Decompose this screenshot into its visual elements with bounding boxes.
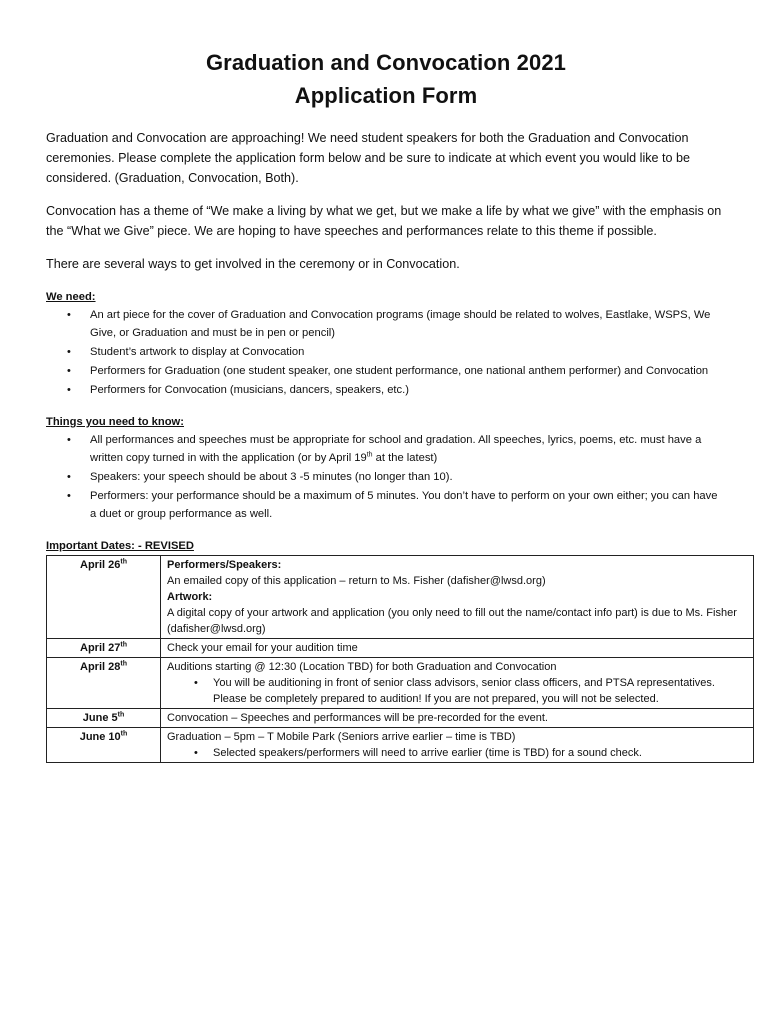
bullet-icon: • — [194, 747, 198, 759]
bullet-icon: • — [67, 384, 71, 396]
details-cell — [161, 709, 754, 728]
table-row — [47, 639, 754, 658]
table-row — [47, 709, 754, 728]
we-need-heading: We need: — [46, 291, 96, 303]
list-item: • Performers: your performance should be a maximum of 5 minutes. You don’t have to perform on your own either; you can have a duet or group performance as well. — [46, 487, 726, 523]
intro-paragraph-1: Graduation and Convocation are approaching! We need student speakers for both the Graduation and Convocation ceremonies. Please complete the application form below and be sure to indicate at which event you would like to be considered. (Graduation, Convocation, Both). — [46, 131, 691, 185]
bullet-icon: • — [67, 490, 71, 502]
date-cell: April 26th — [47, 556, 161, 639]
table-row — [47, 556, 754, 639]
date-cell: April 27th — [47, 639, 161, 658]
details-cell — [161, 728, 754, 763]
list-item: • You will be auditioning in front of senior class advisors, senior class officers, and PTSA representatives. Please be completely prepared to audition! If you are not prepared, you will not be selected. — [194, 677, 715, 705]
list-item: • Selected speakers/performers will need to arrive earlier (time is TBD) for a sound check. — [194, 747, 642, 759]
intro-paragraph-2: Convocation has a theme of “We make a living by what we get, but we make a life by what we give” with the emphasis on the “What we Give” piece. We are hoping to have speeches and performances relate to this theme if possible. — [46, 204, 722, 238]
bullet-icon: • — [194, 677, 198, 689]
details-cell — [161, 658, 754, 709]
details-list — [167, 745, 747, 761]
list-item: • An art piece for the cover of Graduation and Convocation programs (image should be related to wolves, Eastlake, WSPS, We Give, or Graduation and must be in pen or pencil) — [46, 306, 726, 342]
details-text: A digital copy of your artwork and application (you only need to fill out the name/contact info part) is due to Ms. Fisher (dafisher@lwsd.org) — [167, 607, 737, 635]
important-dates-heading: Important Dates: - REVISED — [46, 540, 194, 552]
list-item: • Student’s artwork to display at Convocation — [46, 343, 726, 361]
we-need-list — [46, 306, 726, 399]
details-text: Auditions starting @ 12:30 (Location TBD) for both Graduation and Convocation — [167, 661, 557, 673]
details-cell — [161, 556, 754, 639]
bullet-icon: • — [67, 309, 71, 321]
details-cell — [161, 639, 754, 658]
table-row — [47, 658, 754, 709]
performers-speakers-label: Performers/Speakers: — [167, 559, 282, 571]
details-list — [167, 675, 747, 707]
list-item: • All performances and speeches must be appropriate for school and gradation. All speeches, lyrics, poems, etc. must have a written copy turned in with the application (or by April 19th at the latest) — [46, 431, 726, 467]
date-cell: June 5th — [47, 709, 161, 728]
details-text: An emailed copy of this application – return to Ms. Fisher (dafisher@lwsd.org) — [167, 575, 546, 587]
things-to-know-heading: Things you need to know: — [46, 416, 184, 428]
details-text: Check your email for your audition time — [167, 642, 358, 654]
list-item: • Speakers: your speech should be about 3 -5 minutes (no longer than 10). — [46, 468, 726, 486]
title-block — [46, 46, 726, 112]
table-row — [47, 728, 754, 763]
list-item: • Performers for Convocation (musicians, dancers, speakers, etc.) — [46, 381, 726, 399]
things-to-know-list — [46, 431, 726, 523]
details-text: Convocation – Speeches and performances will be pre-recorded for the event. — [167, 712, 548, 724]
list-item: • Performers for Graduation (one student speaker, one student performance, one national anthem performer) and Convocation — [46, 362, 726, 380]
bullet-icon: • — [67, 365, 71, 377]
bullet-icon: • — [67, 346, 71, 358]
details-text: Graduation – 5pm – T Mobile Park (Seniors arrive earlier – time is TBD) — [167, 731, 516, 743]
bullet-icon: • — [67, 434, 71, 446]
bullet-icon: • — [67, 471, 71, 483]
date-cell: April 28th — [47, 658, 161, 709]
date-cell: June 10th — [47, 728, 161, 763]
page-subtitle: Application Form — [294, 83, 478, 108]
artwork-label: Artwork: — [167, 591, 213, 603]
page-title: Graduation and Convocation 2021 — [205, 50, 567, 75]
important-dates-table — [46, 555, 754, 763]
intro-paragraph-3: There are several ways to get involved in the ceremony or in Convocation. — [46, 257, 460, 271]
